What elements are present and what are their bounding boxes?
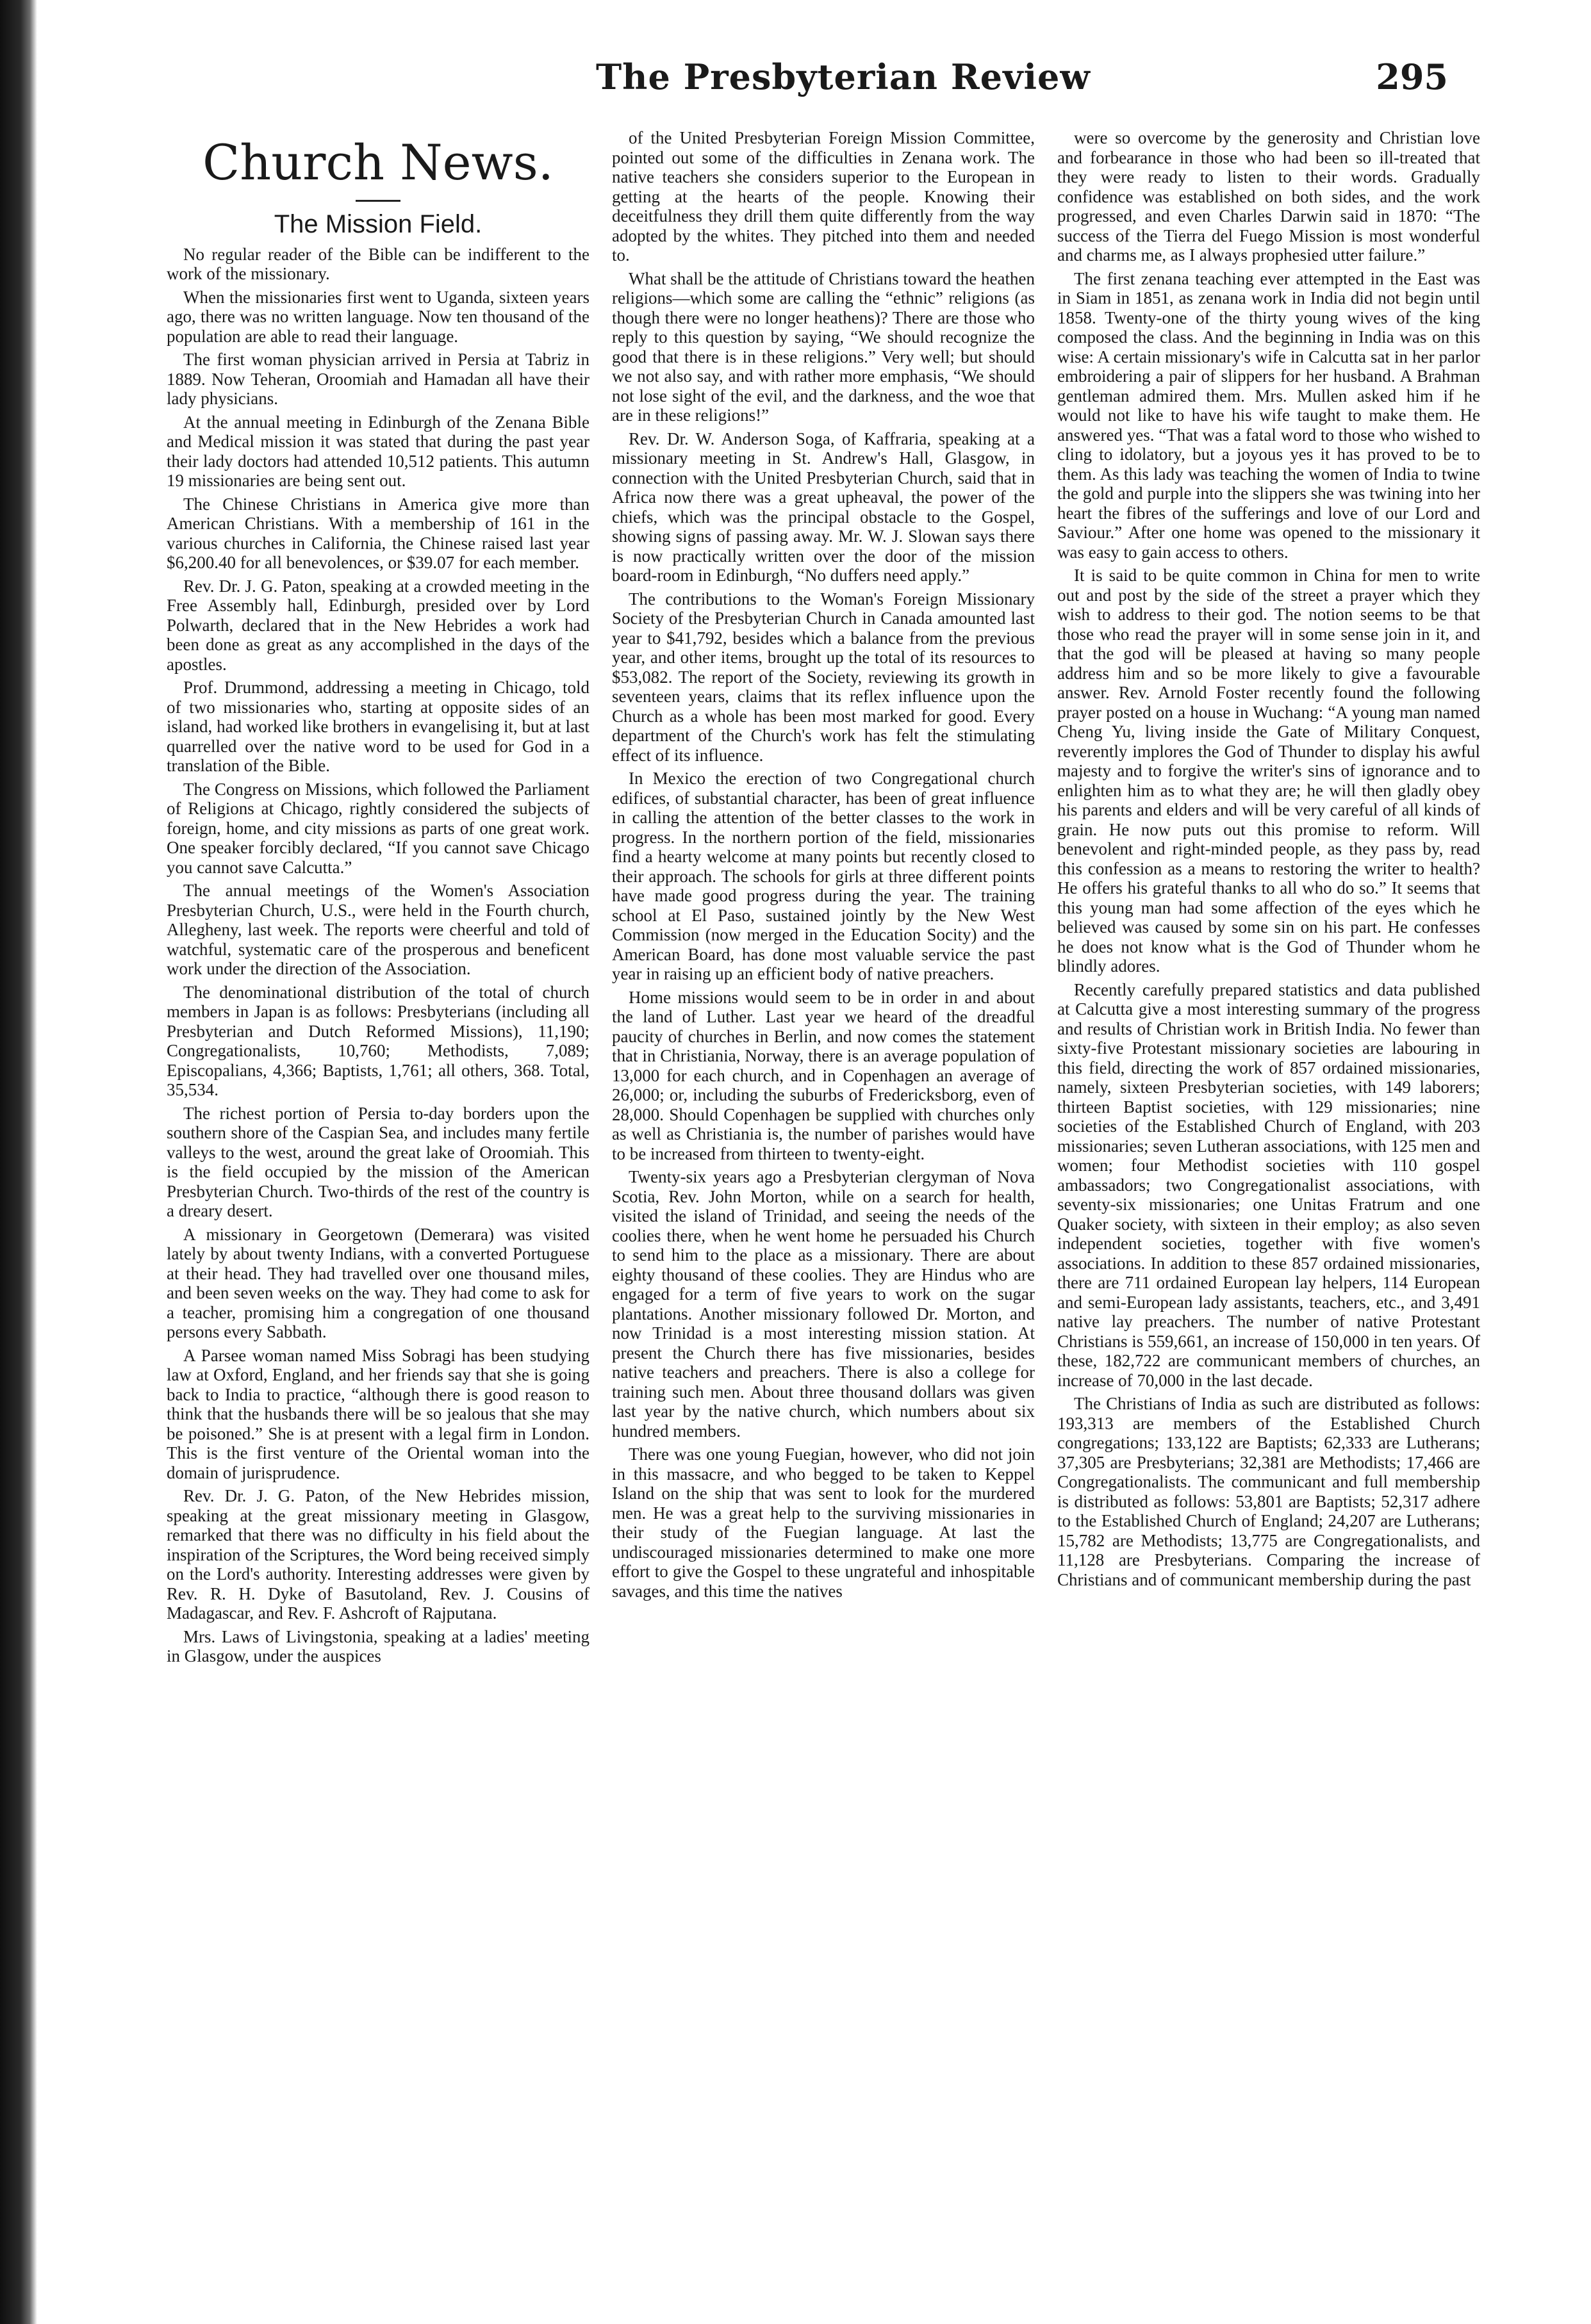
paragraph: were so overcome by the generosity and Christian love and forbearance in those who had been so ill-treated that they were ready to listen to their words. Gradually confidence was established on both sides, and the work progressed, and even Charles Darwin said in 1870: “The success of the Tierra del Fuego Mission is most wonderful and charms me, as I always prophesied utter failure.” [1057,128,1480,265]
paragraph: Rev. Dr. W. Anderson Soga, of Kaffraria, speaking at a missionary meeting in St. Andrew's Hall, Glasgow, in connection with the United Presbyterian Church, said that in Africa now there was a great upheaval, the power of the chiefs, which was the principal obstacle to the Gospel, showing signs of passing away. Mr. W. J. Slowan says there is now practically written over the door of the mission board-room in Edinburgh, “No duffers need apply.” [612,429,1035,585]
column-2-text [612,128,1035,1601]
paragraph: A missionary in Georgetown (Demerara) was visited lately by about twenty Indians, with a converted Portuguese at their head. They had travelled over one thousand miles, and been seven weeks on the way. They had come to ask for a teacher, promising him a congregation of one thousand persons every Sabbath. [167,1224,589,1341]
paragraph: No regular reader of the Bible can be indifferent to the work of the missionary. [167,244,589,283]
title-rule [356,200,400,202]
paragraph: The denominational distribution of the total of church members in Japan is as follows: Presbyterians (including all Presbyterian and Dutch Reformed Missions), 11,190; Congregationalists, 10,760; Methodists, 7,089; Episcopalians, 4,366; Baptists, 1,761; all others, 368. Total, 35,534. [167,982,589,1099]
paragraph: The Congress on Missions, which followed the Parliament of Religions at Chicago, rightly considered the subjects of foreign, home, and city missions as parts of one great work. One speaker forcibly declared, “If you cannot save Chicago you cannot save Calcutta.” [167,779,589,877]
paragraph: The Christians of India as such are distributed as follows: 193,313 are members of the Established Church congregations; 133,122 are Baptists; 62,333 are Lutherans; 37,305 are Presbyterians; 32,381 are Methodists; 17,466 are Congregationalists. The communicant and full membership is distributed as follows: 53,801 are Baptists; 52,317 adhere to the Established Church of England; 24,207 are Lutherans; 15,782 are Methodists; 13,775 are Congregationalists, and 11,128 are Presbyterians. Comparing the increase of Christians and of communicant membership during the past [1057,1394,1480,1589]
paragraph: What shall be the attitude of Christians toward the heathen religions—which some are calling the “ethnic” religions (as though there were no longer heathens)? There are those who reply to this question by saying, “We should recognize the good that there is in these religions.” Very well; but should we not also say, and with rather more emphasis, “We should not lose sight of the evil, and the darkness, and the woe that are in these religions!” [612,268,1035,425]
paragraph: Rev. Dr. J. G. Paton, speaking at a crowded meeting in the Free Assembly hall, Edinburgh, presided over by Lord Polwarth, declared that in the New Hebrides a work had been done as great as any accomplished in the days of the apostles. [167,576,589,674]
paragraph: Mrs. Laws of Livingstonia, speaking at a ladies' meeting in Glasgow, under the auspices [167,1626,589,1665]
paragraph: Twenty-six years ago a Presbyterian clergyman of Nova Scotia, Rev. John Morton, while on a search for health, visited the island of Trinidad, and seeing the needs of the coolies there, when he went home he persuaded his Church to send him to the place as a missionary. There are about eighty thousand of these coolies. They are Hindus who are engaged for a term of five years to work on the sugar plantations. Another missionary followed Dr. Morton, and now Trinidad is a most interesting mission station. At present the Church there has five missionaries, besides native teachers and preachers. There is also a college for training such men. About three thousand dollars was given last year by the native church, which numbers about six hundred members. [612,1167,1035,1441]
paragraph: The annual meetings of the Women's Association Presbyterian Church, U.S., were held in the Fourth church, Allegheny, last week. The reports were cheerful and told of watchful, systematic care of the prosperous and beneficent work under the direction of the Association. [167,881,589,978]
paragraph: It is said to be quite common in China for men to write out and post by the side of the street a prayer which they wish to address to their god. The notion seems to be that those who read the prayer will in some sense join in it, and that the god will be pleased at having so many people address him and so be more likely to give a favourable answer. Rev. Arnold Foster recently found the following prayer posted on a house in Wuchang: “A young man named Cheng Yu, living inside the Gate of Military Conquest, reverently implores the God of Thunder to display his awful majesty and to forgive the writer's sins of ignorance and to enlighten him as to what they are; he will then gladly obey his parents and elders and will be very careful of all kinds of grain. He now puts out this promise to reform. Will benevolent and right-minded people, as they pass by, read this confession as a means to restoring the writer to health? He offers his grateful thanks to all who do so.” It seems that this young man had some affection of the eyes which he believed was caused by some sin on his part. He confesses he does not know what is the God of Thunder whom he blindly adores. [1057,566,1480,976]
paragraph: The richest portion of Persia to-day borders upon the southern shore of the Caspian Sea, and includes many fertile valleys to the west, around the great lake of Oroomiah. This is the field occupied by the mission of the American Presbyterian Church. Two-thirds of the rest of the country is a dreary desert. [167,1103,589,1220]
running-head [596,56,1448,101]
paragraph: The first woman physician arrived in Persia at Tabriz in 1889. Now Teheran, Oroomiah and Hamadan all have their lady physicians. [167,350,589,408]
column-1 [167,128,589,2261]
paragraph: The contributions to the Woman's Foreign Missionary Society of the Presbyterian Church in Canada amounted last year to $41,792, besides which a balance from the previous year, and other items, brought up the total of its resources to $53,082. The report of the Society, reviewing its growth in seventeen years, claims that its reflex influence upon the Church as a whole has been most marked for good. Every department of the Church's work has felt the stimulating effect of its influence. [612,589,1035,765]
paragraph: Home missions would seem to be in order in and about the land of Luther. Last year we heard of the dreadful paucity of churches in Berlin, and now comes the statement that in Christiania, Norway, there is an average population of 13,000 for each church, and in Copenhagen an average of 26,000; or, including the suburbs of Fredericksborg, even of 28,000. Should Copenhagen be supplied with churches only as well as Christiania is, the number of parishes would have to be increased from thirteen to twenty-eight. [612,987,1035,1163]
column-2 [612,128,1035,2261]
journal-title: The Presbyterian Review [596,56,1091,97]
paragraph: Prof. Drummond, addressing a meeting in Chicago, told of two missionaries who, starting at opposite sides of an island, had worked like brothers in evangelising it, but at last quarrelled over the native word to be used for God in a translation of the Bible. [167,678,589,775]
page-number: 295 [1376,56,1448,97]
paragraph: At the annual meeting in Edinburgh of the Zenana Bible and Medical mission it was stated that during the past year their lady doctors had attended 10,512 patients. This autumn 19 missionaries are being sent out. [167,412,589,490]
column-3-text [1057,128,1480,1589]
section-title: The Mission Field. [274,210,482,238]
paragraph: A Parsee woman named Miss Sobragi has been studying law at Oxford, England, and her friends say that she is going back to India to practice, “although there is good reason to think that the husbands there will be so jealous that she may be poisoned.” She is at present with a legal firm in London. This is the first venture of the Oriental woman into the domain of jurisprudence. [167,1345,589,1482]
paragraph: Recently carefully prepared statistics and data published at Calcutta give a most interesting summary of the progress and results of Christian work in British India. No fewer than sixty-five Protestant missionary societies are labouring in this field, directing the work of 857 ordained missionaries, namely, sixteen Presbyterian societies, with 149 laborers; thirteen Baptist societies, with 129 missionaries; nine societies of the Established Church of England, with 203 missionaries; seven Lutheran associations, with 125 men and women; four Methodist societies with 110 gospel ambassadors; two Congregationalist associations, with seventy-six missionaries; one Unitas Fratrum and one Quaker society, with sixteen in their employ; as also seven independent societies, together with five women's associations. In addition to these 857 ordained missionaries, there are 711 ordained European lay helpers, 114 European and semi-European lady assistants, teachers, etc., and 3,491 native lay preachers. The number of native Protestant Christians is 559,661, an increase of 150,000 in ten years. Of these, 182,722 are communicant members of churches, an increase of 70,000 in the last decade. [1057,979,1480,1390]
paragraph: of the United Presbyterian Foreign Mission Committee, pointed out some of the difficulties in Zenana work. The native teachers she considers superior to the European in getting at the hearts of the people. Knowing their deceitfulness they drill them quite differently from the way adopted by the whites. They pitched into them and needed to. [612,128,1035,265]
article-title: Church News. [202,134,554,191]
page-edge-shadow [0,0,37,2324]
paragraph: In Mexico the erection of two Congregational church edifices, of substantial character, has been of great influence in calling the attention of the better classes to the work in progress. In the northern portion of the field, missionaries find a hearty welcome at many points but recently closed to their approach. The schools for girls at three different points have made good progress during the year. The training school at El Paso, sustained jointly by the New West Commission (now merged in the Education Socity) and the American Board, has done most valuable service the past year in raising up an efficient body of native preachers. [612,769,1035,983]
paragraph: Rev. Dr. J. G. Paton, of the New Hebrides mission, speaking at the great missionary meeting in Glasgow, remarked that there was no difficulty in his field about the inspiration of the Scriptures, the Word being received simply on the Lord's authority. Interesting addresses were given by Rev. R. H. Dyke of Basutoland, Rev. J. Cousins of Madagascar, and Rev. F. Ashcroft of Rajputana. [167,1486,589,1623]
column-3 [1057,128,1480,2261]
paragraph: The first zenana teaching ever attempted in the East was in Siam in 1851, as zenana work in India did not begin until 1858. Twenty-one of the thirty young wives of the king composed the class. And the beginning in India was on this wise: A certain missionary's wife in Calcutta sat in her parlor embroidering a pair of slippers for her husband. A Brahman gentleman admired them. Mrs. Mullen asked him if he would not like to have his wife taught to make them. He answered yes. “That was a fatal word to those who wished to cling to idolatory, but a joyous yes it has proved to be to them. As this lady was teaching the women of India to twine the gold and purple into the slippers she was twining into her heart the fibres of the sufferings and love of our Lord and Saviour.” After one home was opened to the missionary it was easy to gain access to others. [1057,268,1480,562]
paragraph: When the missionaries first went to Uganda, sixteen years ago, there was no written language. Now ten thousand of the population are able to read their language. [167,287,589,346]
paragraph: The Chinese Christians in America give more than American Christians. With a membership of 161 in the various churches in California, the Chinese raised last year $6,200.40 for all benevolences, or $39.07 for each member. [167,494,589,572]
paragraph: There was one young Fuegian, however, who did not join in this massacre, and who begged to be taken to Keppel Island on the ship that was sent to look for the murdered men. He was a great help to the surviving missionaries in their study of the Fuegian language. At last the undiscouraged missionaries determined to make one more effort to give the Gospel to these ungrateful and inhospitable savages, and this time the natives [612,1444,1035,1601]
column-1-text [167,245,589,1666]
